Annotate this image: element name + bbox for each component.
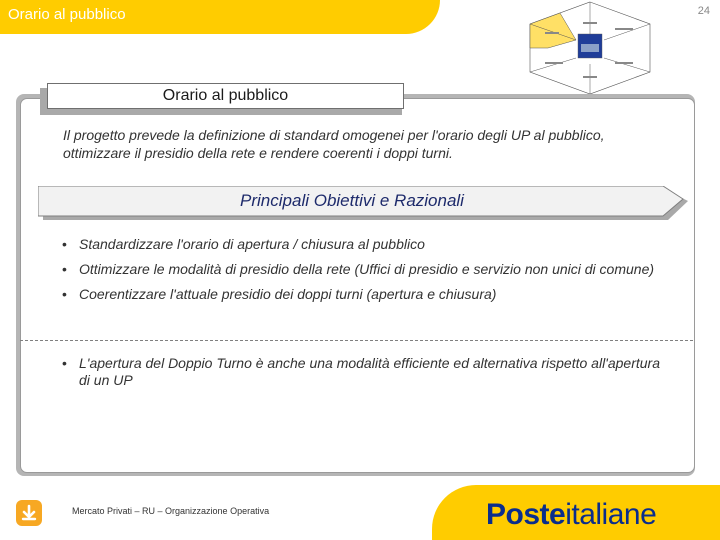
objectives-list xyxy=(62,236,672,311)
header-title: Orario al pubblico xyxy=(8,6,126,23)
page-number: 24 xyxy=(697,5,710,17)
list-item: • Coerentizzare l'attuale presidio dei doppi turni (apertura e chiusura) xyxy=(62,286,672,303)
list-item: • Standardizzare l'orario di apertura / chiusura al pubblico xyxy=(62,236,672,253)
intro-text: Il progetto prevede la definizione di standard omogenei per l'orario degli UP al pubblico, ottimizzare il presidio della rete e rendere coerenti i doppi turni. xyxy=(63,127,605,161)
download-arrow-icon[interactable] xyxy=(16,500,42,526)
logo-regular-part: italiane xyxy=(565,498,657,531)
dashed-divider xyxy=(20,340,693,341)
poste-italiane-logo xyxy=(486,497,656,533)
header-bar xyxy=(0,0,440,34)
notes-list xyxy=(62,355,672,397)
list-item: • Ottimizzare le modalità di presidio della rete (Uffici di presidio e servizio non unici di comune) xyxy=(62,261,672,278)
panel-title: Orario al pubblico xyxy=(47,83,404,109)
objectives-title: Principali Obiettivi e Razionali xyxy=(240,191,464,210)
process-hexagon-map-icon xyxy=(520,0,660,96)
objectives-banner xyxy=(38,186,688,220)
footer-text: Mercato Privati – RU – Organizzazione Operativa xyxy=(72,506,270,516)
logo-bold-part: Poste xyxy=(486,498,566,531)
list-item: • L'apertura del Doppio Turno è anche una modalità efficiente ed alternativa rispetto all'apertura di un UP xyxy=(62,355,672,389)
